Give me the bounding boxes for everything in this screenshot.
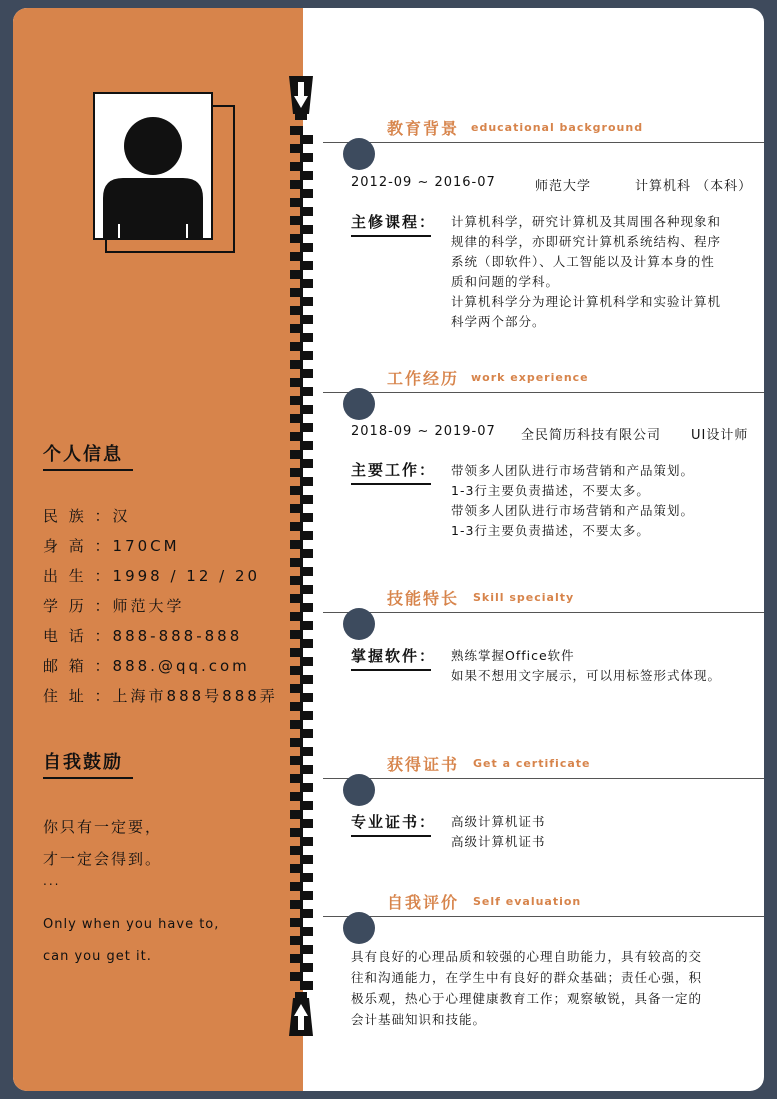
- certs-header: [323, 746, 764, 806]
- text-line: 质和问题的学科。: [451, 274, 560, 289]
- text-line: 计算机科学，研究计算机及其周围各种现象和: [451, 214, 722, 229]
- motto-dots: ...: [43, 874, 61, 888]
- zipper-tooth: [300, 639, 313, 648]
- zipper-tooth: [290, 234, 303, 243]
- work-role: UI设计师: [691, 428, 749, 443]
- text-line: 会计基础知识和技能。: [351, 1012, 487, 1027]
- text-line: 极乐观，热心于心理健康教育工作；观察敏锐，具备一定的: [351, 991, 703, 1006]
- zipper-tooth: [300, 873, 313, 882]
- personal-info-underline: [43, 469, 133, 471]
- work-title-en: work experience: [471, 371, 589, 384]
- zipper-tooth: [290, 180, 303, 189]
- course-description: [451, 212, 751, 332]
- zipper-tooth: [290, 144, 303, 153]
- zipper-tooth: [290, 702, 303, 711]
- motto-title: 自我鼓励: [43, 752, 123, 773]
- zipper-tooth: [300, 963, 313, 972]
- zipper-tooth: [300, 369, 313, 378]
- education-title-en: educational background: [471, 121, 644, 134]
- zipper-tooth: [290, 396, 303, 405]
- zipper-tooth: [300, 675, 313, 684]
- zipper-tooth: [300, 477, 313, 486]
- zipper-tooth: [300, 459, 313, 468]
- zipper-tooth: [290, 972, 303, 981]
- zipper-tooth: [290, 594, 303, 603]
- info-label: 民 族 ：: [43, 507, 113, 525]
- zipper-tooth: [290, 504, 303, 513]
- motto-en-line-1: Only when you have to,: [43, 917, 220, 932]
- zipper-tooth: [290, 450, 303, 459]
- zipper-tooth: [300, 855, 313, 864]
- zipper-tooth: [300, 153, 313, 162]
- info-value: 上海市888号888弄: [112, 687, 278, 705]
- duty-underline: [351, 483, 431, 485]
- zipper-tooth: [290, 756, 303, 765]
- zipper-tooth: [290, 558, 303, 567]
- zipper-tooth: [290, 324, 303, 333]
- zipper-tooth: [300, 765, 313, 774]
- personal-info-row: [43, 595, 185, 616]
- skills-dot-icon: [343, 608, 375, 640]
- zipper-tooth: [300, 711, 313, 720]
- zipper-tooth: [290, 684, 303, 693]
- zipper-tooth: [290, 162, 303, 171]
- zipper-tooth: [290, 576, 303, 585]
- info-value: 师范大学: [112, 597, 185, 615]
- personal-info-row: [43, 535, 180, 556]
- zipper-tooth: [290, 414, 303, 423]
- zipper-tooth: [290, 216, 303, 225]
- self-title-en: Self evaluation: [473, 895, 582, 908]
- zipper-tooth: [290, 306, 303, 315]
- motto-underline: [43, 777, 133, 779]
- education-title: 教育背景: [387, 119, 460, 138]
- zipper-tooth: [300, 783, 313, 792]
- zipper-tooth: [300, 891, 313, 900]
- zipper-tooth: [290, 846, 303, 855]
- motto-line-1: 你只有一定要，: [43, 818, 163, 836]
- zipper-tooth: [290, 198, 303, 207]
- zipper-tooth: [300, 729, 313, 738]
- skills-description: [451, 646, 751, 686]
- zipper-tooth: [300, 549, 313, 558]
- work-title: 工作经历: [387, 369, 460, 388]
- text-line: 带领多人团队进行市场营销和产品策划。: [451, 463, 695, 478]
- zipper-tooth: [300, 261, 313, 270]
- zipper-tooth: [290, 738, 303, 747]
- zipper-tooth: [290, 792, 303, 801]
- zipper-tooth: [300, 801, 313, 810]
- text-line: 如果不想用文字展示，可以用标签形式体现。: [451, 668, 722, 683]
- certs-dot-icon: [343, 774, 375, 806]
- text-line: 规律的科学，亦即研究计算机系统结构、程序: [451, 234, 722, 249]
- course-underline: [351, 235, 431, 237]
- duty-label: 主要工作：: [351, 461, 437, 479]
- certs-underline: [351, 835, 431, 837]
- work-dot-icon: [343, 388, 375, 420]
- info-label: 邮 箱 ：: [43, 657, 113, 675]
- zipper-tooth: [290, 432, 303, 441]
- zipper-tooth: [300, 909, 313, 918]
- info-value: 888.@qq.com: [112, 657, 250, 675]
- zipper-tooth: [290, 126, 303, 135]
- zipper-tooth: [290, 540, 303, 549]
- zipper-tooth: [290, 522, 303, 531]
- personal-info-row: [43, 505, 131, 526]
- self-title: 自我评价: [387, 893, 460, 912]
- zipper-tooth: [290, 378, 303, 387]
- certs-list: [451, 812, 751, 852]
- text-line: 1-3行主要负责描述，不要太多。: [451, 483, 650, 498]
- zipper-tooth: [290, 666, 303, 675]
- zipper-tooth: [300, 441, 313, 450]
- zipper-tooth: [300, 621, 313, 630]
- text-line: 系统（即软件）、人工智能以及计算本身的性: [451, 254, 715, 269]
- personal-info-row: [43, 565, 260, 586]
- zipper-tooth: [300, 135, 313, 144]
- self-dot-icon: [343, 912, 375, 944]
- text-line: 高级计算机证书: [451, 834, 546, 849]
- education-dot-icon: [343, 138, 375, 170]
- info-label: 学 历 ：: [43, 597, 113, 615]
- personal-info-row: [43, 625, 242, 646]
- info-label: 住 址 ：: [43, 687, 113, 705]
- zipper-tooth: [300, 387, 313, 396]
- work-company: 全民简历科技有限公司: [521, 428, 662, 443]
- zipper-tooth: [300, 243, 313, 252]
- person-icon: [95, 94, 211, 238]
- info-label: 出 生 ：: [43, 567, 113, 585]
- skills-underline: [351, 669, 431, 671]
- personal-info-row: [43, 685, 278, 706]
- arrow-up-icon: [287, 990, 315, 1038]
- info-value: 1998 / 12 / 20: [112, 567, 261, 585]
- zipper-tooth: [290, 486, 303, 495]
- zipper-tooth: [300, 333, 313, 342]
- certs-title: 获得证书: [387, 755, 460, 774]
- info-label: 电 话 ：: [43, 627, 113, 645]
- text-line: 计算机科学分为理论计算机科学和实验计算机: [451, 294, 722, 309]
- course-label: 主修课程：: [351, 213, 437, 231]
- motto-line-2: 才一定会得到。: [43, 850, 163, 868]
- zipper-tooth: [300, 189, 313, 198]
- zipper-tooth: [300, 513, 313, 522]
- zipper-tooth: [290, 936, 303, 945]
- work-header: [323, 360, 764, 420]
- education-major: 计算机科 （本科）: [635, 179, 753, 194]
- text-line: 1-3行主要负责描述，不要太多。: [451, 523, 650, 538]
- text-line: 高级计算机证书: [451, 814, 546, 829]
- text-line: 具有良好的心理品质和较强的心理自助能力，具有较高的交: [351, 949, 703, 964]
- zipper-tooth: [300, 927, 313, 936]
- zipper-tooth: [300, 657, 313, 666]
- zipper-tooth: [300, 351, 313, 360]
- zipper-tooth: [300, 945, 313, 954]
- zipper-tooth: [300, 585, 313, 594]
- skills-title: 技能特长: [387, 589, 460, 608]
- zipper-tooth: [290, 360, 303, 369]
- zipper-tooth: [290, 720, 303, 729]
- info-value: 170CM: [112, 537, 180, 555]
- zipper-tooth: [300, 747, 313, 756]
- zipper-tooth: [290, 882, 303, 891]
- work-dates: 2018-09 ~ 2019-07: [351, 424, 496, 439]
- zipper-tooth: [300, 495, 313, 504]
- zipper-tooth: [300, 225, 313, 234]
- self-evaluation-text: [351, 946, 749, 1030]
- zipper-tooth: [290, 288, 303, 297]
- certs-title-en: Get a certificate: [473, 757, 591, 770]
- zipper-tooth: [300, 297, 313, 306]
- zipper-tooth: [290, 270, 303, 279]
- zipper-tooth: [290, 810, 303, 819]
- zipper-tooth: [300, 603, 313, 612]
- zipper-tooth: [300, 531, 313, 540]
- left-sidebar: [13, 8, 303, 1091]
- resume-page: [13, 8, 764, 1091]
- zipper-tooth: [290, 864, 303, 873]
- text-line: 带领多人团队进行市场营销和产品策划。: [451, 503, 695, 518]
- zipper-tooth: [290, 954, 303, 963]
- zipper-divider: [283, 8, 323, 1091]
- info-label: 身 高 ：: [43, 537, 113, 555]
- motto-en-line-2: can you get it.: [43, 949, 152, 964]
- zipper-tooth: [300, 315, 313, 324]
- info-value: 汉: [112, 507, 131, 525]
- zipper-tooth: [290, 900, 303, 909]
- skills-label: 掌握软件：: [351, 647, 437, 665]
- zipper-tooth: [300, 819, 313, 828]
- zipper-tooth: [290, 252, 303, 261]
- skills-header: [323, 580, 764, 640]
- education-school: 师范大学: [535, 179, 592, 194]
- text-line: 往和沟通能力，在学生中有良好的群众基础；责任心强，积: [351, 970, 703, 985]
- self-header: [323, 884, 764, 944]
- zipper-tooth: [300, 567, 313, 576]
- zipper-tooth: [300, 279, 313, 288]
- zipper-tooth: [300, 981, 313, 990]
- zipper-tooth: [290, 342, 303, 351]
- zipper-tooth: [290, 468, 303, 477]
- avatar: [93, 92, 213, 240]
- zipper-tooth: [300, 837, 313, 846]
- personal-info-title: 个人信息: [43, 444, 123, 465]
- arrow-down-icon: [287, 74, 315, 122]
- certs-label: 专业证书：: [351, 813, 437, 831]
- skills-title-en: Skill specialty: [473, 591, 575, 604]
- zipper-tooth: [290, 918, 303, 927]
- zipper-tooth: [300, 171, 313, 180]
- text-line: 科学两个部分。: [451, 314, 546, 329]
- duty-description: [451, 461, 751, 541]
- zipper-tooth: [290, 774, 303, 783]
- zipper-tooth: [290, 630, 303, 639]
- zipper-tooth: [300, 423, 313, 432]
- main-content: [323, 8, 764, 1091]
- zipper-tooth: [290, 612, 303, 621]
- education-header: [323, 110, 764, 170]
- zipper-tooth: [300, 405, 313, 414]
- zipper-tooth: [300, 693, 313, 702]
- zipper-tooth: [300, 207, 313, 216]
- zipper-tooth: [290, 648, 303, 657]
- text-line: 熟练掌握Office软件: [451, 648, 575, 663]
- education-dates: 2012-09 ~ 2016-07: [351, 175, 496, 190]
- info-value: 888-888-888: [112, 627, 243, 645]
- personal-info-row: [43, 655, 250, 676]
- zipper-tooth: [290, 828, 303, 837]
